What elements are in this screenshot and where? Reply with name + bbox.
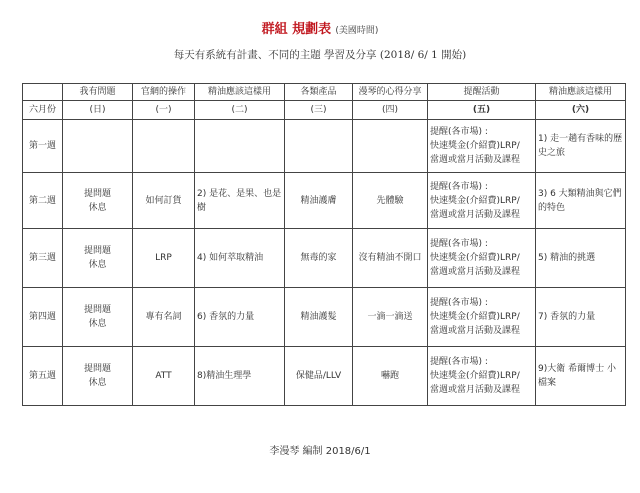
fri-cell (428, 288, 536, 347)
header-cell-6: 提醒活動 (428, 84, 536, 101)
subheader-thu: (四) (353, 101, 428, 120)
fri-line: 快速獎金(介紹費)LRP/ (430, 312, 520, 322)
wed-cell: 精油護髮 (285, 288, 353, 347)
week-label: 第三週 (23, 229, 63, 288)
subheader-mon: (一) (133, 101, 195, 120)
subheader-row (23, 101, 626, 120)
sun-cell (63, 120, 133, 173)
thu-cell (353, 120, 428, 173)
mon-cell: LRP (133, 229, 195, 288)
subheader-month: 六月份 (23, 101, 63, 120)
sun-line: 休息 (88, 319, 107, 329)
wed-cell: 無毒的家 (285, 229, 353, 288)
fri-line: 當週或當月活動及課程 (430, 385, 521, 395)
fri-line: 當週或當月活動及課程 (430, 155, 521, 165)
sun-line: 提問題 (83, 364, 111, 374)
header-cell-1: 我有問題 (63, 84, 133, 101)
sun-line: 休息 (88, 378, 107, 388)
sun-line: 提問題 (83, 246, 111, 256)
mon-cell (133, 120, 195, 173)
document-subtitle: 每天有系統有計畫、不同的主題 學習及分享 (2018/ 6/ 1 開始) (173, 49, 467, 61)
fri-line: 提醒(各市場) : (430, 127, 488, 137)
fri-line: 快速獎金(介紹費)LRP/ (430, 141, 520, 151)
fri-line: 當週或當月活動及課程 (430, 209, 521, 220)
fri-line: 快速獎金(介紹費)LRP/ (430, 195, 520, 206)
footer-credit: 李漫琴 編制 2018/6/1 (269, 446, 371, 457)
sun-line: 休息 (88, 202, 107, 213)
mon-cell: 專有名詞 (133, 288, 195, 347)
fri-line: 提醒(各市場) : (430, 298, 488, 308)
fri-line: 快速獎金(介紹費)LRP/ (430, 371, 520, 381)
sun-cell (63, 173, 133, 229)
header-cell-3: 精油應該這樣用 (195, 84, 285, 101)
sun-line: 提問題 (83, 188, 111, 199)
header-row (23, 84, 626, 101)
fri-line: 提醒(各市場) : (430, 357, 488, 367)
fri-line: 提醒(各市場) : (430, 239, 488, 249)
header-cell-2: 官網的操作 (133, 84, 195, 101)
table-row (23, 120, 626, 173)
sun-line: 休息 (88, 260, 107, 270)
title-main: 群組 規劃表 (261, 22, 332, 37)
sun-line: 提問題 (83, 305, 111, 315)
thu-cell: 一滴一滴送 (353, 288, 428, 347)
wed-cell (285, 120, 353, 173)
tue-cell: 6) 香氛的力量 (195, 288, 285, 347)
subheader-tue: (二) (195, 101, 285, 120)
table-row (23, 229, 626, 288)
thu-cell: 嚇跑 (353, 347, 428, 406)
table-row (23, 347, 626, 406)
fri-line: 快速獎金(介紹費)LRP/ (430, 253, 520, 263)
tue-cell (195, 120, 285, 173)
subheader-fri: (五) (428, 101, 536, 120)
tue-cell: 2) 是花、是果、也是樹 (195, 173, 285, 229)
wed-cell: 精油護膚 (285, 173, 353, 229)
week-label: 第五週 (23, 347, 63, 406)
sun-cell (63, 347, 133, 406)
sun-cell (63, 288, 133, 347)
subheader-sat: (六) (536, 101, 626, 120)
fri-line: 當週或當月活動及課程 (430, 267, 521, 277)
fri-cell (428, 173, 536, 229)
mon-cell: 如何訂貨 (133, 173, 195, 229)
sat-cell: 7) 香氛的力量 (536, 288, 626, 347)
mon-cell: ATT (133, 347, 195, 406)
sat-cell: 5) 精油的挑選 (536, 229, 626, 288)
thu-cell: 先體驗 (353, 173, 428, 229)
sat-cell: 3) 6 大類精油與它們的特色 (536, 173, 626, 229)
subheader-sun: (日) (63, 101, 133, 120)
header-cell-0 (23, 84, 63, 101)
table-row (23, 173, 626, 229)
schedule-table (22, 83, 626, 406)
fri-cell (428, 120, 536, 173)
document-title (0, 22, 640, 39)
table-row (23, 288, 626, 347)
week-label: 第四週 (23, 288, 63, 347)
subheader-wed: (三) (285, 101, 353, 120)
title-note: (美國時間) (335, 26, 379, 36)
thu-cell: 沒有精油不開口 (353, 229, 428, 288)
sat-cell: 9)大衛 希爾博士 小檔案 (536, 347, 626, 406)
wed-cell: 保健品/LLV (285, 347, 353, 406)
week-label: 第一週 (23, 120, 63, 173)
header-cell-5: 漫琴的心得分享 (353, 84, 428, 101)
fri-cell (428, 347, 536, 406)
header-cell-4: 各類產品 (285, 84, 353, 101)
tue-cell: 4) 如何萃取精油 (195, 229, 285, 288)
sat-cell: 1) 走一趟有香味的歷史之旅 (536, 120, 626, 173)
header-cell-7: 精油應該這樣用 (536, 84, 626, 101)
sun-cell (63, 229, 133, 288)
week-label: 第二週 (23, 173, 63, 229)
fri-line: 當週或當月活動及課程 (430, 326, 521, 336)
fri-line: 提醒(各市場) : (430, 181, 488, 192)
fri-cell (428, 229, 536, 288)
tue-cell: 8)精油生理學 (195, 347, 285, 406)
